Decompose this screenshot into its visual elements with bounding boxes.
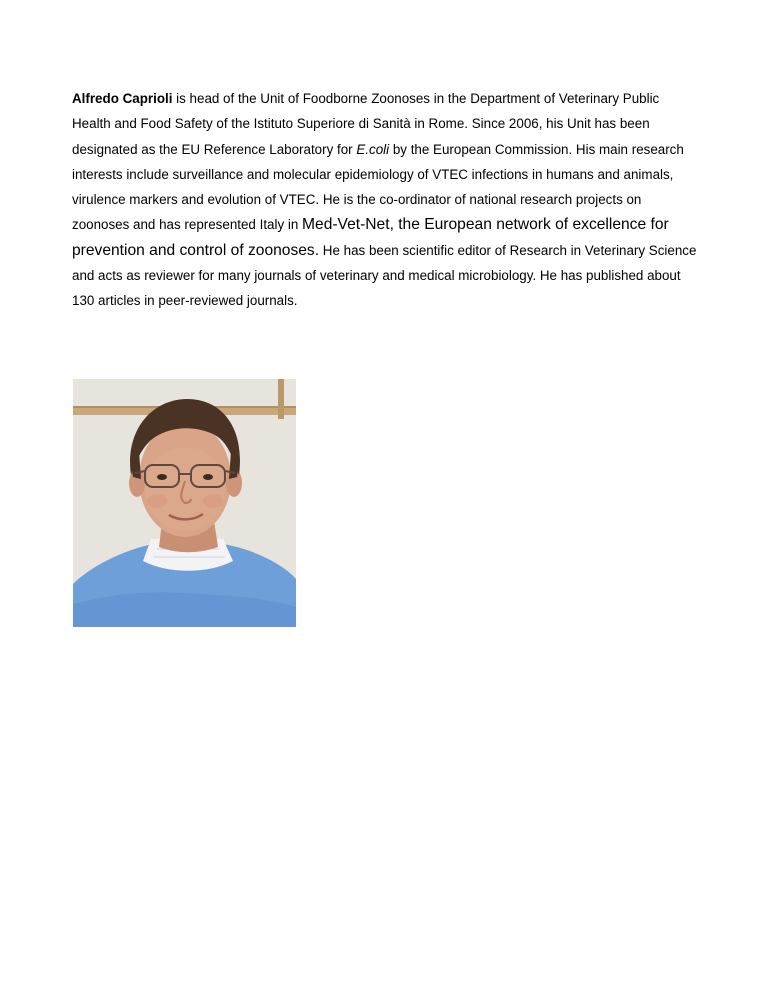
bio-text-part-3: He has been scientific editor of Research in Veterinary Science and acts as reviewer for many journals of veterinary and medical microbiology. He has published about 130 articles in peer-reviewed journals.	[72, 242, 697, 309]
bio-text-part-2: by the European Commission. His main research interests include surveillance and molecular epidemiology of VTEC infections in humans and animals, virulence markers and evolution of VTEC. He is the co-ordinator of national research projects on zoonoses and has represented Italy in	[72, 141, 684, 233]
organism-name: E.coli	[356, 141, 390, 157]
bio-text-part-1: is head of the Unit of Foodborne Zoonoses in the Department of Veterinary Public Health and Food Safety of the Istituto Superiore di Sanità in Rome. Since 2006, his Unit has been designated as the EU Reference Laboratory for	[72, 91, 660, 157]
portrait-illustration	[73, 379, 296, 627]
biography-paragraph	[72, 86, 700, 314]
network-name: Med-Vet-Net, the European network of excellence for prevention and control of zoonoses.	[72, 216, 669, 259]
portrait-photo	[73, 379, 296, 627]
person-name: Alfredo Caprioli	[72, 91, 173, 106]
